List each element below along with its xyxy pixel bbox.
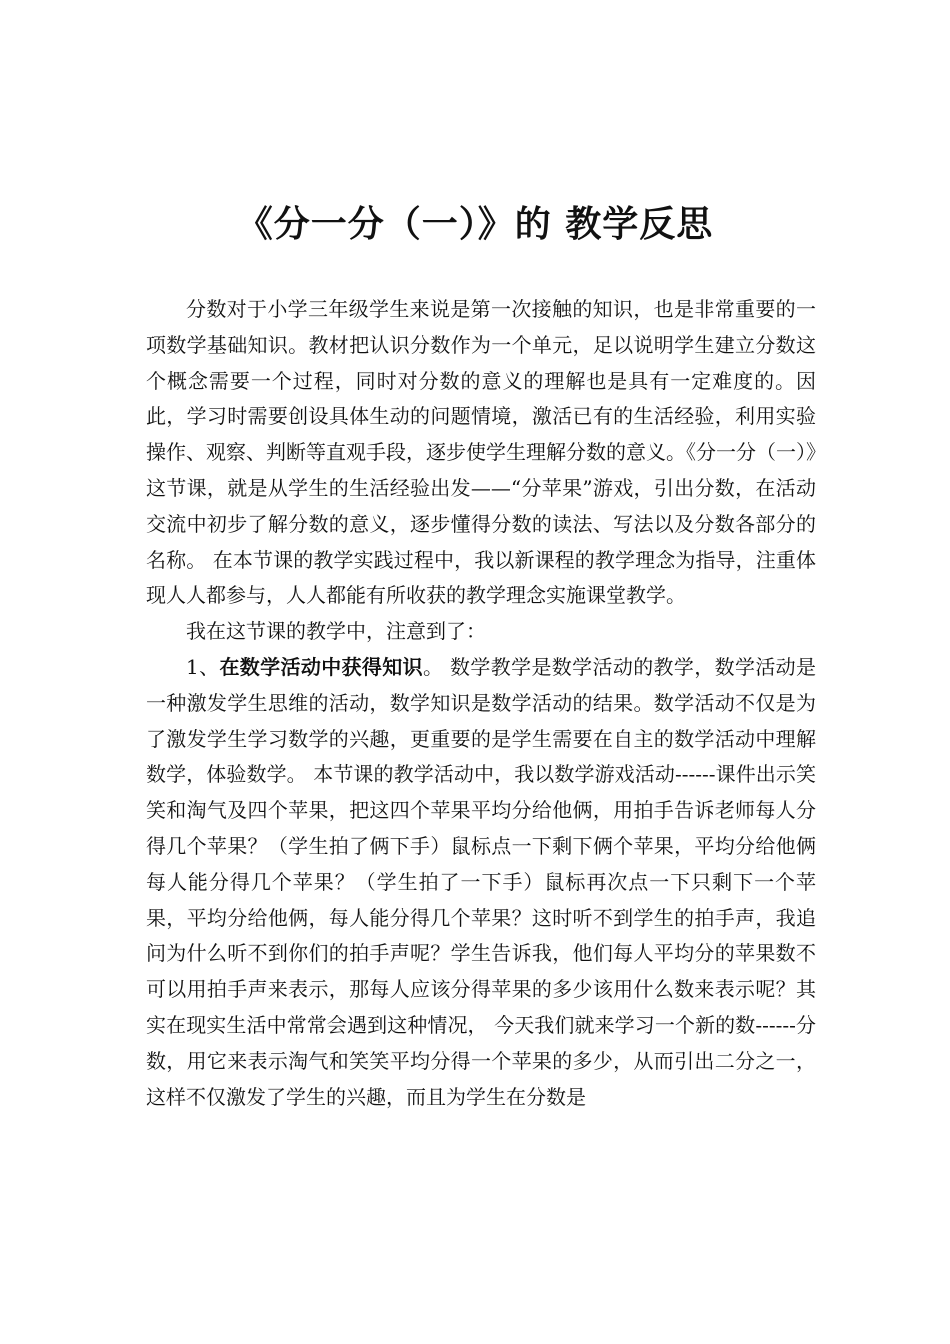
point-text: 数学教学是数学活动的教学，数学活动是一种激发学生思维的活动，数学知识是数学活动的结果。数学活动不仅是为了激发学生学习数学的兴趣，更重要的是学生需要在自主的数学活动中理解数学，体验数学。 本节课的教学活动中，我以数学游戏活动------课件出示笑笑和淘气及四个苹果，把这四个苹果平均分给他俩，用拍手告诉老师每人分得几个苹果？（学生拍了俩下手）鼠标点一下剩下俩个苹果，平均分给他俩每人能分得几个苹果？（学生拍了一下手）鼠标再次点一下只剩下一个苹果，平均分给他俩，每人能分得几个苹果？这时听不到学生的拍手声，我追问为什么听不到你们的拍手声呢？学生告诉我，他们每人平均分的苹果数不可以用拍手声来表示，那每人应该分得苹果的多少该用什么数来表示呢？其实在现实生活中常常会遇到这种情况， 今天我们就来学习一个新的数------分数，用它来表示淘气和笑笑平均分得一个苹果的多少，从而引出二分之一，这样不仅激发了学生的兴趣，而且为学生在分数是: [146, 654, 817, 1109]
paragraph-point-1: [146, 650, 816, 1115]
point-heading-punct: 。: [422, 654, 444, 679]
document-title: 《分一分（一）》的 教学反思: [236, 204, 714, 245]
paragraph-intro: 分数对于小学三年级学生来说是第一次接触的知识，也是非常重要的一项数学基础知识。教材把认识分数作为一个单元，足以说明学生建立分数这个概念需要一个过程，同时对分数的意义的理解也是具有一定难度的。因此，学习时需要创设具体生动的问题情境，激活已有的生活经验，利用实验操作、观察、判断等直观手段，逐步使学生理解分数的意义。《分一分（一）》这节课，就是从学生的生活经验出发——“分苹果”游戏，引出分数，在活动交流中初步了解分数的意义，逐步懂得分数的读法、写法以及分数各部分的名称。 在本节课的教学实践过程中，我以新课程的教学理念为指导，注重体现人人都参与，人人都能有所收获的教学理念实施课堂教学。: [146, 297, 816, 608]
point-number: 1、: [186, 654, 220, 679]
point-heading: 在数学活动中获得知识: [219, 654, 423, 679]
paragraph-lead-in: 我在这节课的教学中，注意到了：: [186, 619, 486, 644]
document-body: [146, 292, 816, 1115]
